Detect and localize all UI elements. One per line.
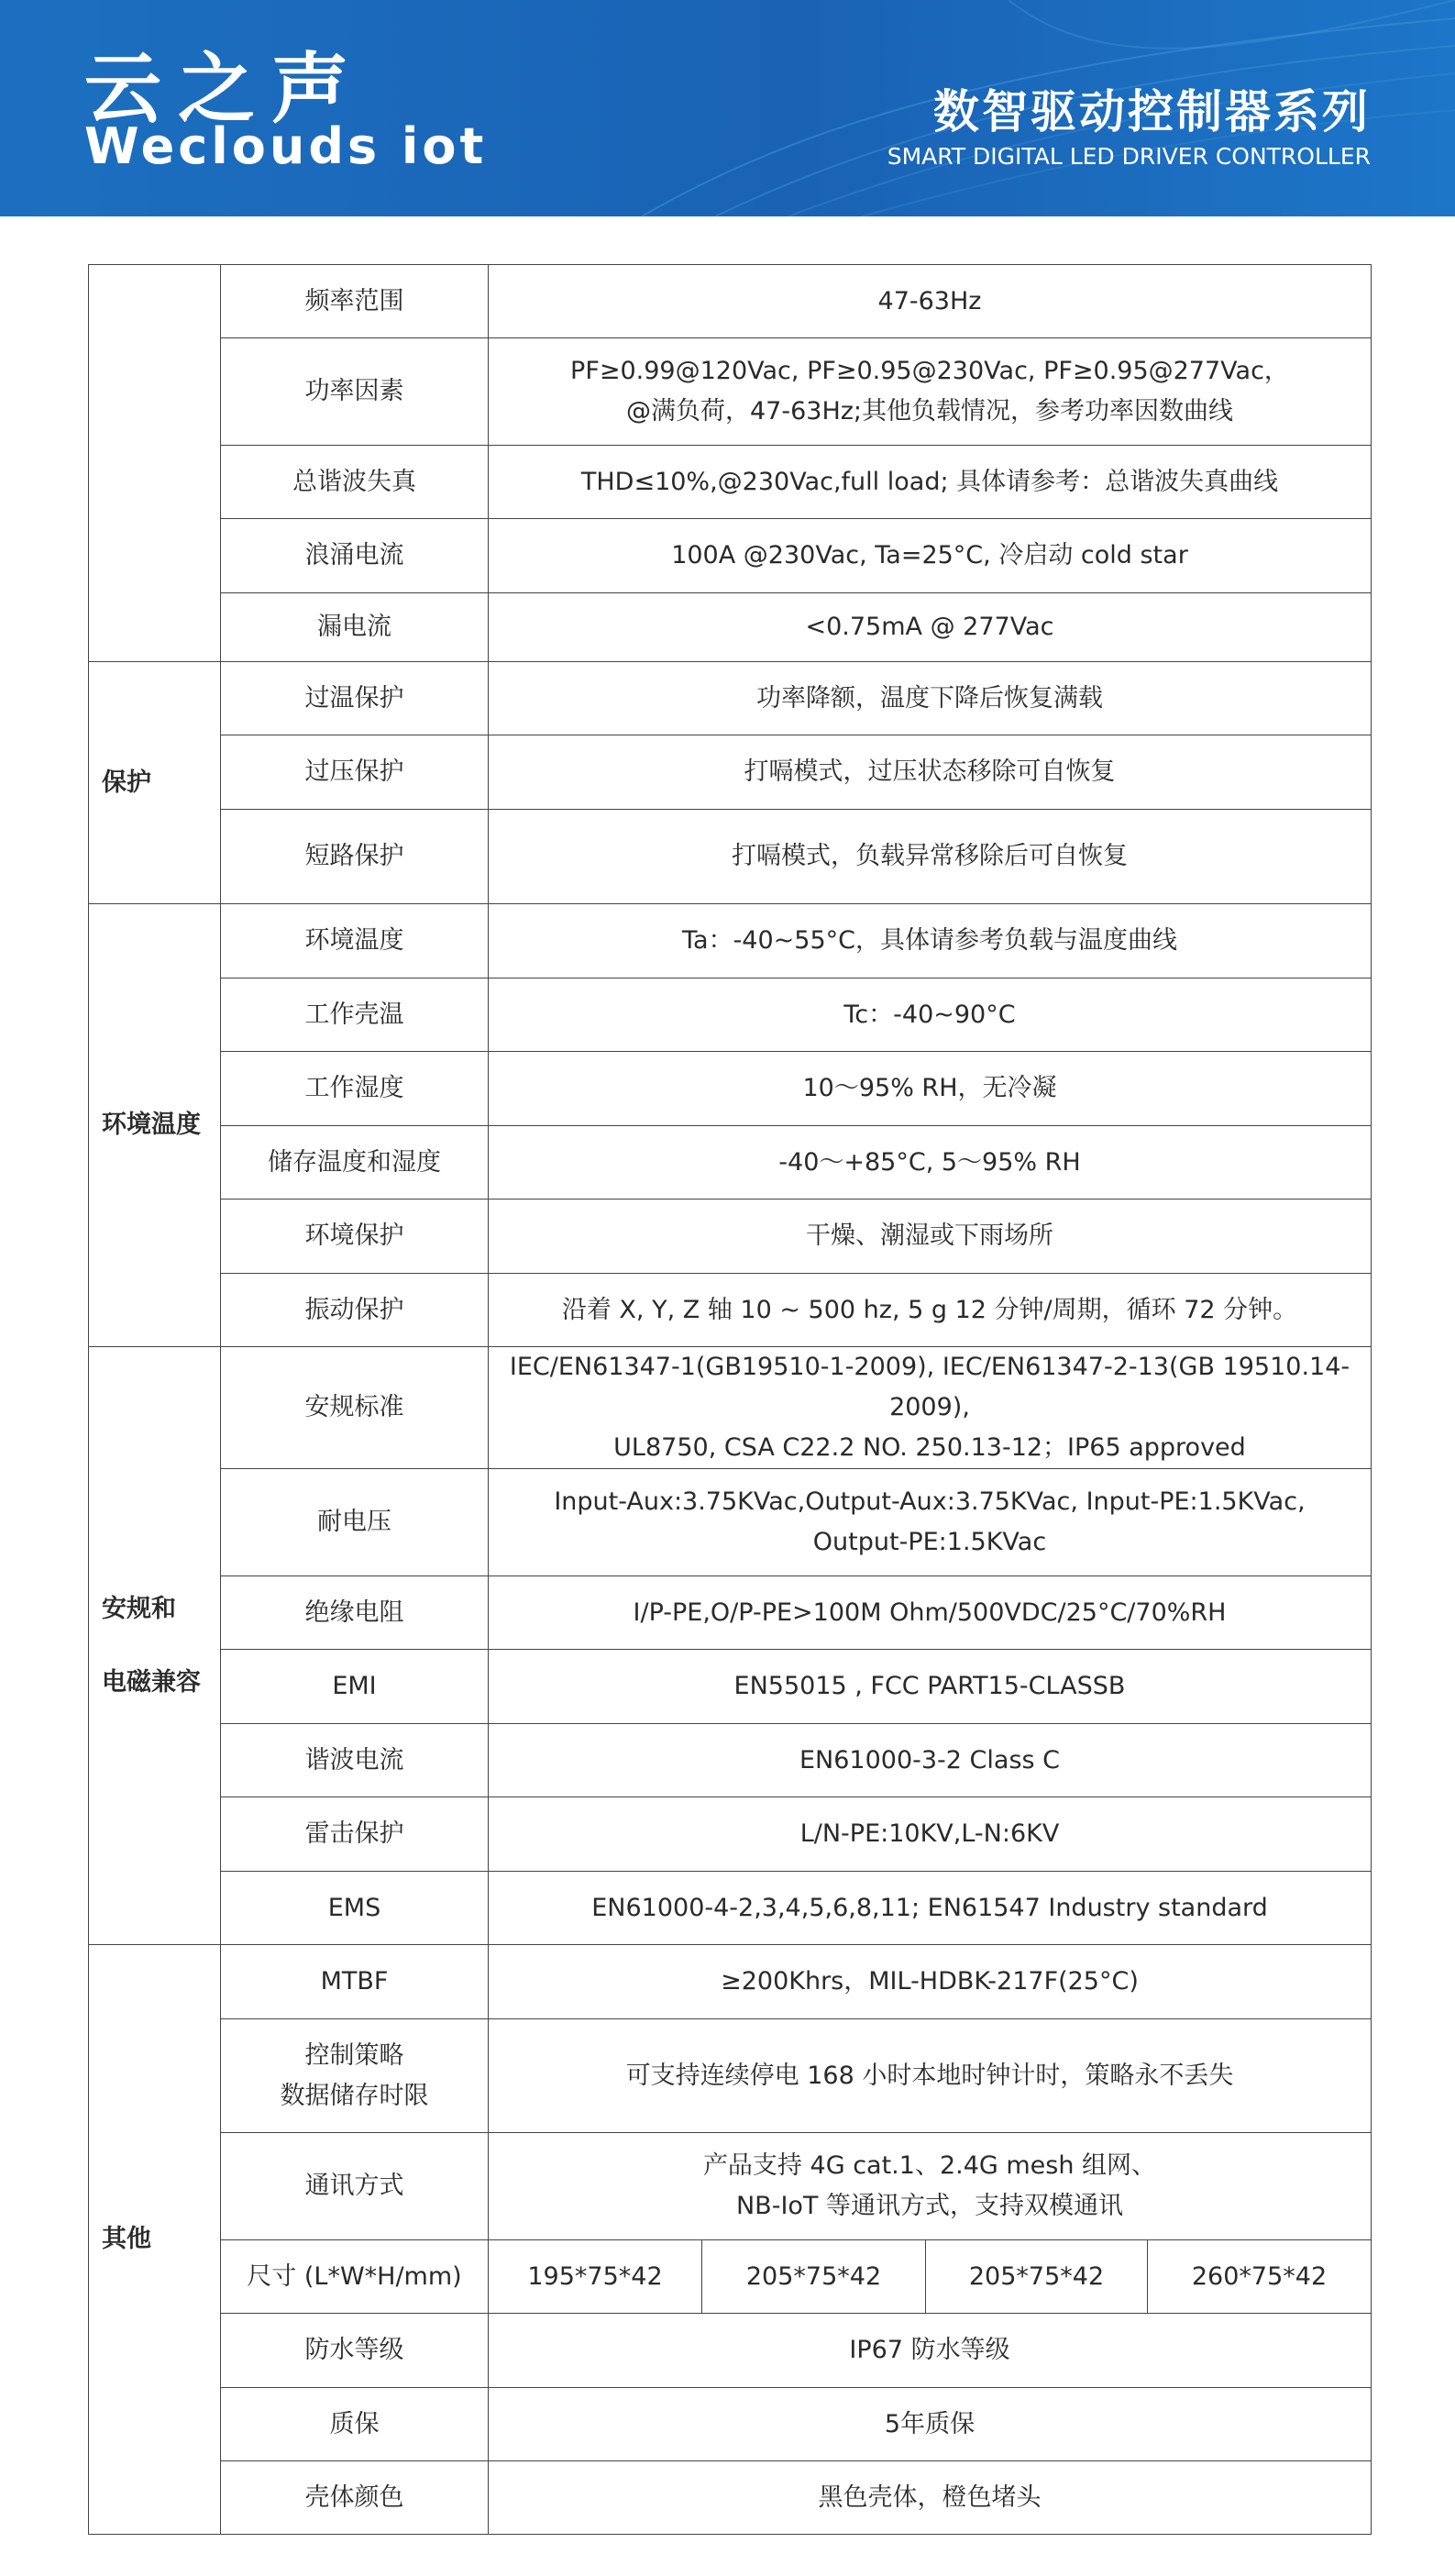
- spec-value: 沿着 X, Y, Z 轴 10 ~ 500 hz, 5 g 12 分钟/周期，循环 72 分钟。: [489, 1274, 1372, 1347]
- spec-label: EMI: [221, 1650, 489, 1724]
- spec-value: EN61000-4-2,3,4,5,6,8,11; EN61547 Industry standard: [489, 1872, 1372, 1945]
- spec-value: [489, 1347, 1372, 1469]
- spec-label: 工作壳温: [221, 978, 489, 1052]
- spec-value: 功率降额，温度下降后恢复满载: [489, 662, 1372, 735]
- spec-label: 过温保护: [221, 662, 489, 735]
- spec-value: 打嗝模式，负载异常移除后可自恢复: [489, 810, 1372, 904]
- spec-label: MTBF: [221, 1945, 489, 2019]
- spec-label-line: 控制策略: [304, 2040, 404, 2070]
- spec-value-line: 产品支持 4G cat.1、2.4G mesh 组网、: [702, 2151, 1157, 2180]
- series-title: 数智驱动控制器系列: [933, 85, 1371, 138]
- spec-value: 干燥、潮湿或下雨场所: [489, 1200, 1372, 1274]
- spec-label: 环境保护: [221, 1200, 489, 1274]
- spec-value: -40～+85°C, 5～95% RH: [489, 1126, 1372, 1200]
- spec-table: [88, 264, 1372, 2535]
- size-value: 195*75*42: [489, 2240, 702, 2314]
- spec-label: [221, 2019, 489, 2133]
- size-value: 260*75*42: [1148, 2240, 1372, 2314]
- size-value: 205*75*42: [702, 2240, 926, 2314]
- spec-label: 漏电流: [221, 593, 489, 662]
- spec-label: 耐电压: [221, 1469, 489, 1576]
- spec-label: 功率因素: [221, 338, 489, 446]
- spec-value: 100A @230Vac, Ta=25°C, 冷启动 cold star: [489, 519, 1372, 593]
- spec-value-line: PF≥0.99@120Vac, PF≥0.95@230Vac, PF≥0.95@277Vac，: [570, 357, 1289, 385]
- spec-value: 打嗝模式，过压状态移除可自恢复: [489, 735, 1372, 810]
- spec-value: 47-63Hz: [489, 265, 1372, 338]
- spec-value: [489, 1469, 1372, 1576]
- spec-label: 质保: [221, 2388, 489, 2461]
- brand-logo-en: Weclouds iot: [84, 117, 488, 175]
- spec-value: EN55015 , FCC PART15-CLASSB: [489, 1650, 1372, 1724]
- spec-value: THD≤10%,@230Vac,full load; 具体请参考：总谐波失真曲线: [489, 446, 1372, 519]
- spec-value: Tc：-40~90°C: [489, 978, 1372, 1052]
- spec-value: [489, 2133, 1372, 2240]
- spec-label: 通讯方式: [221, 2133, 489, 2240]
- spec-value: 10～95% RH，无冷凝: [489, 1052, 1372, 1126]
- spec-label-line: 数据储存时限: [280, 2081, 429, 2110]
- spec-value: [489, 338, 1372, 446]
- group-cell-electrical: [89, 265, 221, 662]
- group-label-protection: 保护: [89, 662, 221, 904]
- spec-label: 尺寸 (L*W*H/mm): [221, 2240, 489, 2314]
- spec-label: 振动保护: [221, 1274, 489, 1347]
- spec-label: 频率范围: [221, 265, 489, 338]
- spec-label: EMS: [221, 1872, 489, 1945]
- spec-label: 壳体颜色: [221, 2461, 489, 2535]
- spec-label: 过压保护: [221, 735, 489, 810]
- spec-value-line: IEC/EN61347-1(GB19510-1-2009), IEC/EN61347-2-13(GB 19510.14-2009),: [509, 1353, 1350, 1421]
- header-banner: [0, 0, 1455, 216]
- spec-value: I/P-PE,O/P-PE>100M Ohm/500VDC/25°C/70%RH: [489, 1576, 1372, 1650]
- group-label-line: 安规和: [102, 1594, 176, 1623]
- spec-label: 防水等级: [221, 2314, 489, 2388]
- spec-value: Ta：-40~55°C，具体请参考负载与温度曲线: [489, 904, 1372, 978]
- spec-label: 短路保护: [221, 810, 489, 904]
- spec-value: ≥200Khrs，MIL-HDBK-217F(25°C): [489, 1945, 1372, 2019]
- spec-label: 储存温度和湿度: [221, 1126, 489, 1200]
- spec-value-line: UL8750, CSA C22.2 NO. 250.13-12；IP65 approved: [613, 1433, 1246, 1462]
- spec-value: <0.75mA @ 277Vac: [489, 593, 1372, 662]
- group-label-safety-emc: [89, 1347, 221, 1945]
- group-label-line: 电磁兼容: [102, 1667, 201, 1697]
- spec-label: 环境温度: [221, 904, 489, 978]
- brand-logo-cn: 云之声: [84, 44, 366, 134]
- spec-value: 黑色壳体，橙色堵头: [489, 2461, 1372, 2535]
- spec-label: 工作湿度: [221, 1052, 489, 1126]
- spec-label: 安规标准: [221, 1347, 489, 1469]
- spec-value: IP67 防水等级: [489, 2314, 1372, 2388]
- group-label-other: 其他: [89, 1945, 221, 2535]
- spec-label: 浪涌电流: [221, 519, 489, 593]
- series-subtitle: SMART DIGITAL LED DRIVER CONTROLLER: [887, 143, 1371, 170]
- spec-value-line: @满负荷，47-63Hz;其他负载情况，参考功率因数曲线: [625, 397, 1234, 426]
- spec-value: EN61000-3-2 Class C: [489, 1724, 1372, 1797]
- spec-value-line: Input-Aux:3.75KVac,Output-Aux:3.75KVac, Input-PE:1.5KVac,: [554, 1487, 1306, 1516]
- spec-label: 谐波电流: [221, 1724, 489, 1797]
- spec-label: 绝缘电阻: [221, 1576, 489, 1650]
- spec-label: 雷击保护: [221, 1797, 489, 1872]
- spec-label: 总谐波失真: [221, 446, 489, 519]
- spec-value: 可支持连续停电 168 小时本地时钟计时，策略永不丢失: [489, 2019, 1372, 2133]
- group-label-environment: 环境温度: [89, 904, 221, 1347]
- spec-value-line: NB-IoT 等通讯方式，支持双模通讯: [735, 2192, 1124, 2220]
- spec-value: L/N-PE:10KV,L-N:6KV: [489, 1797, 1372, 1872]
- size-value: 205*75*42: [926, 2240, 1148, 2314]
- spec-value-line: Output-PE:1.5KVac: [812, 1528, 1047, 1556]
- spec-value: 5年质保: [489, 2388, 1372, 2461]
